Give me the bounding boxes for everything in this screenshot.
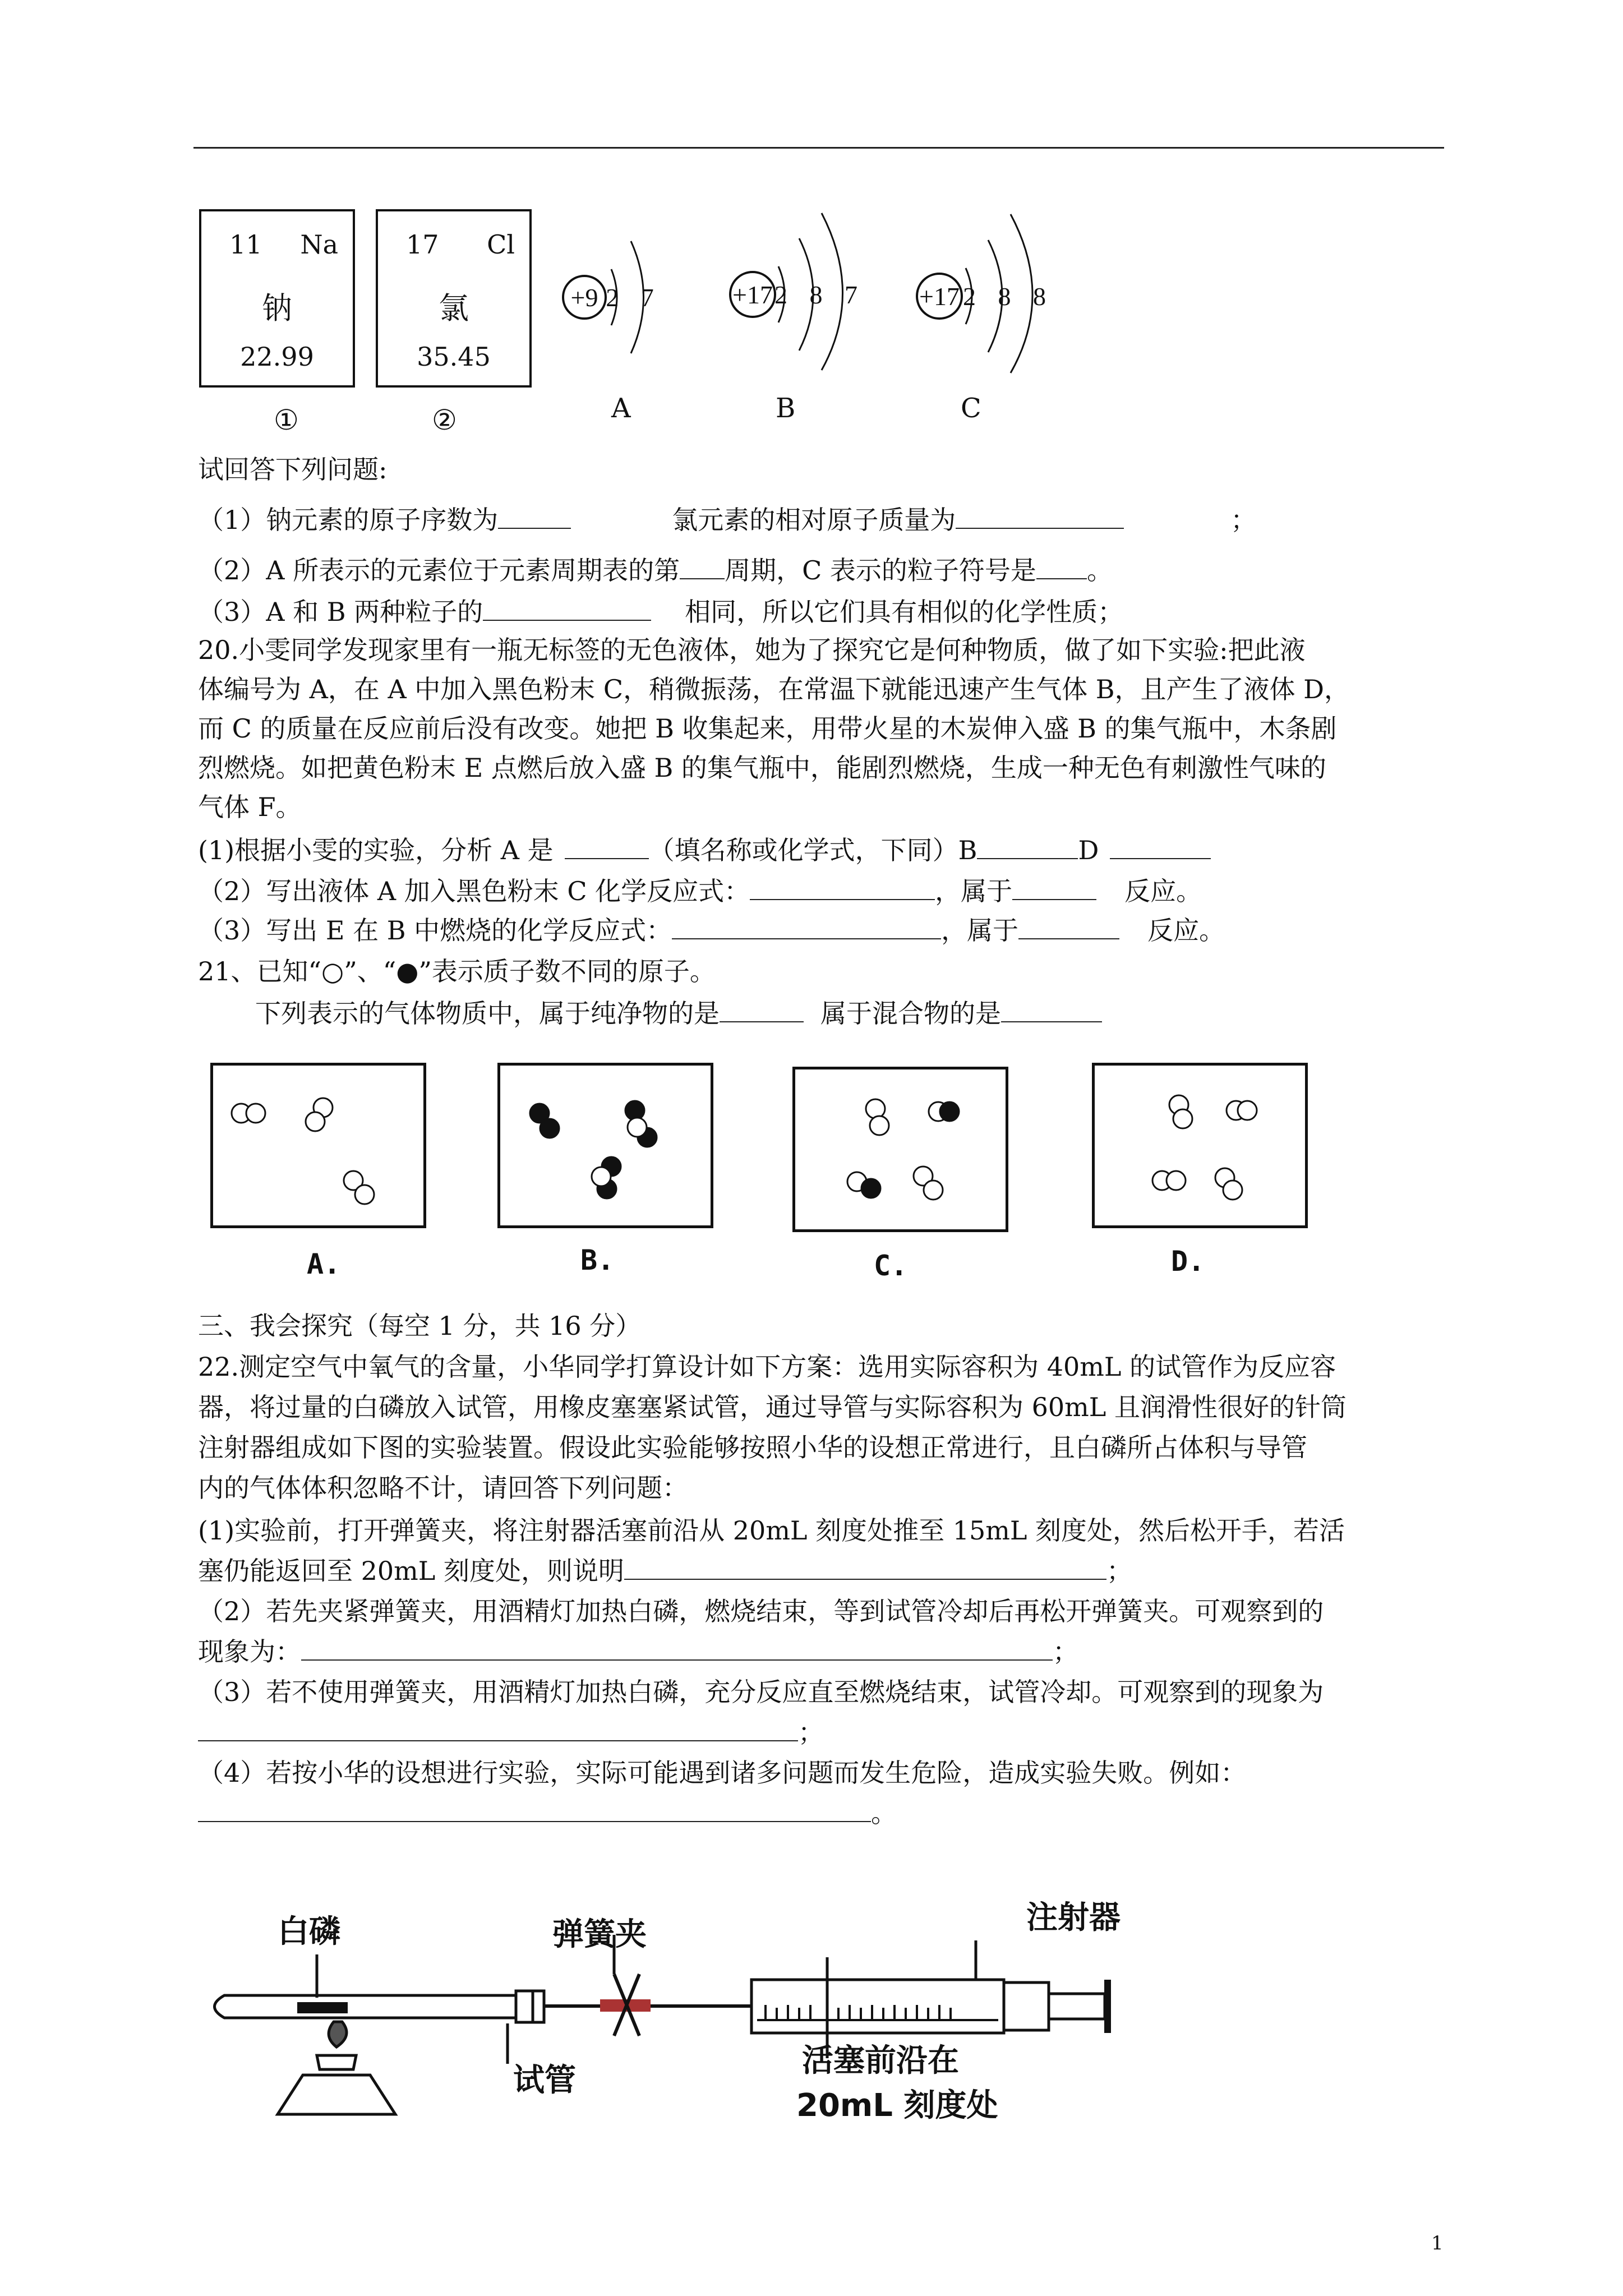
answer-blank[interactable] [977, 836, 1078, 859]
answer-blank[interactable] [198, 1799, 871, 1822]
marker-2: ② [432, 404, 457, 436]
nucleus-charge: +17 [732, 280, 773, 309]
molecule-label-b: B. [580, 1244, 615, 1276]
q22-line-2: 器，将过量的白磷放入试管，用橡皮塞塞紧试管，通过导管与实际容积为 60mL 且润滑性很好的针筒 [198, 1392, 1347, 1422]
q20-part1-text-c: D [1078, 835, 1099, 865]
q19-part2 [198, 554, 1113, 587]
q22-part1-text: 塞仍能返回至 20mL 刻度处，则说明 [198, 1556, 624, 1586]
q19-part3-text-a: （3）A 和 B 两种粒子的 [198, 597, 483, 627]
test-tube [215, 1991, 545, 2022]
q20-part2 [198, 875, 1202, 907]
molecule-drawing [795, 1069, 1006, 1229]
answer-blank[interactable] [1036, 556, 1087, 579]
molecule-drawing [1095, 1066, 1305, 1225]
q20-line-5: 气体 F。 [198, 792, 302, 822]
answer-blank[interactable] [198, 1718, 798, 1741]
atom-diagram-b [730, 213, 865, 370]
q21-text-a: 下列表示的气体物质中，属于纯净物的是 [255, 998, 720, 1029]
molecule-box-c [792, 1067, 1008, 1232]
q20-part1 [198, 834, 1211, 866]
atomic-number: 17 [406, 229, 439, 260]
q22-part2-line-1: （2）若先夹紧弹簧夹，用酒精灯加热白磷，燃烧结束，等到试管冷却后再松开弹簧夹。可观察到的 [198, 1596, 1324, 1626]
answer-blank[interactable] [720, 999, 804, 1022]
molecule-drawing [213, 1066, 423, 1225]
q22-part3-line-2 [198, 1716, 824, 1749]
q22-part3-line-1: （3）若不使用弹簧夹，用酒精灯加热白磷，充分反应直至燃烧结束，试管冷却。可观察到的现象为 [198, 1677, 1324, 1707]
molecule-label-c: C. [874, 1250, 908, 1282]
answer-blank[interactable] [565, 836, 649, 859]
answer-blank[interactable] [750, 877, 935, 900]
q19-part2-text-c: 。 [1086, 555, 1113, 585]
molecule-drawing [500, 1066, 711, 1225]
q22-part4-line-1: （4）若按小华的设想进行实验，实际可能遇到诸多问题而发生危险，造成实验失败。例如： [198, 1758, 1247, 1788]
shell-electrons: 2 7 [606, 283, 662, 312]
label-piston-1: 活塞前沿在 [802, 2043, 959, 2079]
q19-part1-text-c: ； [1230, 505, 1257, 535]
answer-blank[interactable] [301, 1637, 1053, 1661]
answer-blank[interactable] [680, 556, 725, 579]
q20-part3-text-a: （3）写出 E 在 B 中燃烧的化学反应式： [198, 915, 672, 946]
answer-blank[interactable] [672, 916, 941, 939]
q22-line-1: 22.测定空气中氧气的含量，小华同学打算设计如下方案：选用实际容积为 40mL 的试管作为反应容 [198, 1352, 1336, 1382]
section-3-heading: 三、我会探究（每空 1 分，共 16 分） [198, 1311, 642, 1341]
molecule-box-b [497, 1063, 713, 1228]
q19-part2-text-a: （2）A 所表示的元素位于元素周期表的第 [198, 555, 680, 585]
q22-part1-line-1: (1)实验前，打开弹簧夹，将注射器活塞前沿从 20mL 刻度处推至 15mL 刻度处，然后松开手，若活 [198, 1515, 1345, 1546]
atomic-mass: 22.99 [240, 342, 314, 372]
q20-part3-text-b: ，属于 [941, 915, 1019, 946]
atom-label-b: B [776, 393, 796, 424]
q20-part2-text-a: （2）写出液体 A 加入黑色粉末 C 化学反应式： [198, 876, 750, 906]
answer-blank[interactable] [483, 597, 651, 621]
nucleus-charge: +17 [919, 282, 960, 311]
molecule-box-a [210, 1063, 426, 1228]
q22-line-4: 内的气体体积忽略不计，请回答下列问题： [198, 1473, 688, 1503]
answer-blank[interactable] [1110, 836, 1211, 859]
q20-part2-text-c: 反应。 [1124, 876, 1202, 906]
atomic-mass: 35.45 [417, 342, 491, 372]
shell-electrons: 2 8 8 [963, 282, 1054, 311]
q20-line-4: 烈燃烧。如把黄色粉末 E 点燃后放入盛 B 的集气瓶中，能剧烈燃烧，生成一种无色有刺激性气味的 [198, 753, 1326, 783]
q20-part1-text-b: （填名称或化学式，下同）B [648, 835, 978, 865]
q19-part1 [198, 504, 1256, 536]
label-piston-2: 20mL 刻度处 [796, 2087, 998, 2124]
label-white-phosphorus: 白磷 [278, 1914, 340, 1950]
label-spring-clamp: 弹簧夹 [552, 1916, 647, 1953]
answer-blank[interactable] [1001, 999, 1102, 1022]
label-test-tube: 试管 [513, 2062, 576, 2099]
atom-label-c: C [961, 393, 981, 424]
label-syringe: 注射器 [1026, 1899, 1121, 1936]
q22-part1-end: ； [1106, 1556, 1132, 1586]
q22-part1-line-2 [198, 1555, 1132, 1587]
q22-part4-line-2 [198, 1797, 897, 1829]
q19-part1-text-a: （1）钠元素的原子序数为 [198, 505, 499, 535]
q20-part2-text-b: ，属于 [935, 876, 1013, 906]
atom-diagram-a [563, 241, 662, 353]
molecule-box-d [1092, 1063, 1308, 1228]
alcohol-lamp [278, 2022, 395, 2114]
atom-label-a: A [611, 393, 631, 424]
q19-part3 [198, 596, 1123, 628]
q22-part2-line-2 [198, 1635, 1078, 1668]
answer-blank[interactable] [624, 1556, 1106, 1580]
q21-text-b: 属于混合物的是 [820, 998, 1001, 1029]
white-phosphorus [297, 2002, 348, 2013]
shell-electrons: 2 8 7 [774, 280, 865, 309]
q22-part2-end: ； [1053, 1636, 1078, 1667]
q21-line-1: 21、已知“○”、“●”表示质子数不同的原子。 [198, 956, 716, 986]
element-card-sodium [199, 209, 355, 388]
q20-part1-text-a: (1)根据小雯的实验，分析 A 是 [198, 835, 554, 865]
element-symbol: Cl [487, 229, 515, 260]
q22-part4-end: 。 [871, 1798, 897, 1828]
q19-part1-text-b: 氯元素的相对原子质量为 [672, 505, 956, 535]
element-name: 钠 [262, 291, 292, 326]
q22-part3-end: ； [798, 1717, 824, 1748]
q19-intro: 试回答下列问题: [198, 454, 388, 485]
answer-blank[interactable] [1018, 916, 1119, 939]
answer-blank[interactable] [956, 505, 1124, 529]
q22-line-3: 注射器组成如下图的实验装置。假设此实验能够按照小华的设想正常进行，且白磷所占体积与导管 [198, 1432, 1307, 1463]
q20-line-1: 20.小雯同学发现家里有一瓶无标签的无色液体，她为了探究它是何种物质，做了如下实验:把此液 [198, 635, 1306, 665]
q20-part3-text-c: 反应。 [1147, 915, 1225, 946]
q20-line-3: 而 C 的质量在反应前后没有改变。她把 B 收集起来，用带火星的木炭伸入盛 B 的集气瓶中，木条剧 [198, 713, 1337, 744]
molecule-label-d: D. [1171, 1245, 1205, 1278]
nucleus-charge: +9 [570, 283, 598, 312]
page-number: 1 [1431, 2232, 1444, 2254]
q20-line-2: 体编号为 A，在 A 中加入黑色粉末 C，稍微振荡，在常温下就能迅速产生气体 B，且产生了液体 D， [198, 674, 1350, 704]
answer-blank[interactable] [498, 505, 571, 529]
molecule-label-a: A. [307, 1248, 341, 1280]
atom-structure-diagrams [550, 191, 1088, 376]
atomic-number: 11 [229, 229, 262, 260]
element-card-chlorine [376, 209, 532, 388]
atom-diagram-c [917, 214, 1054, 373]
element-name: 氯 [439, 291, 469, 326]
marker-1: ① [274, 404, 299, 436]
q22-part2-text: 现象为： [198, 1636, 301, 1667]
q21-line-2 [255, 997, 1102, 1030]
element-symbol: Na [300, 229, 338, 260]
q19-part2-text-b: 周期，C 表示的粒子符号是 [725, 555, 1036, 585]
header-rule [193, 147, 1444, 149]
q20-part3 [198, 914, 1225, 947]
answer-blank[interactable] [1012, 877, 1096, 900]
q19-part3-text-b: 相同，所以它们具有相似的化学性质； [685, 597, 1124, 627]
